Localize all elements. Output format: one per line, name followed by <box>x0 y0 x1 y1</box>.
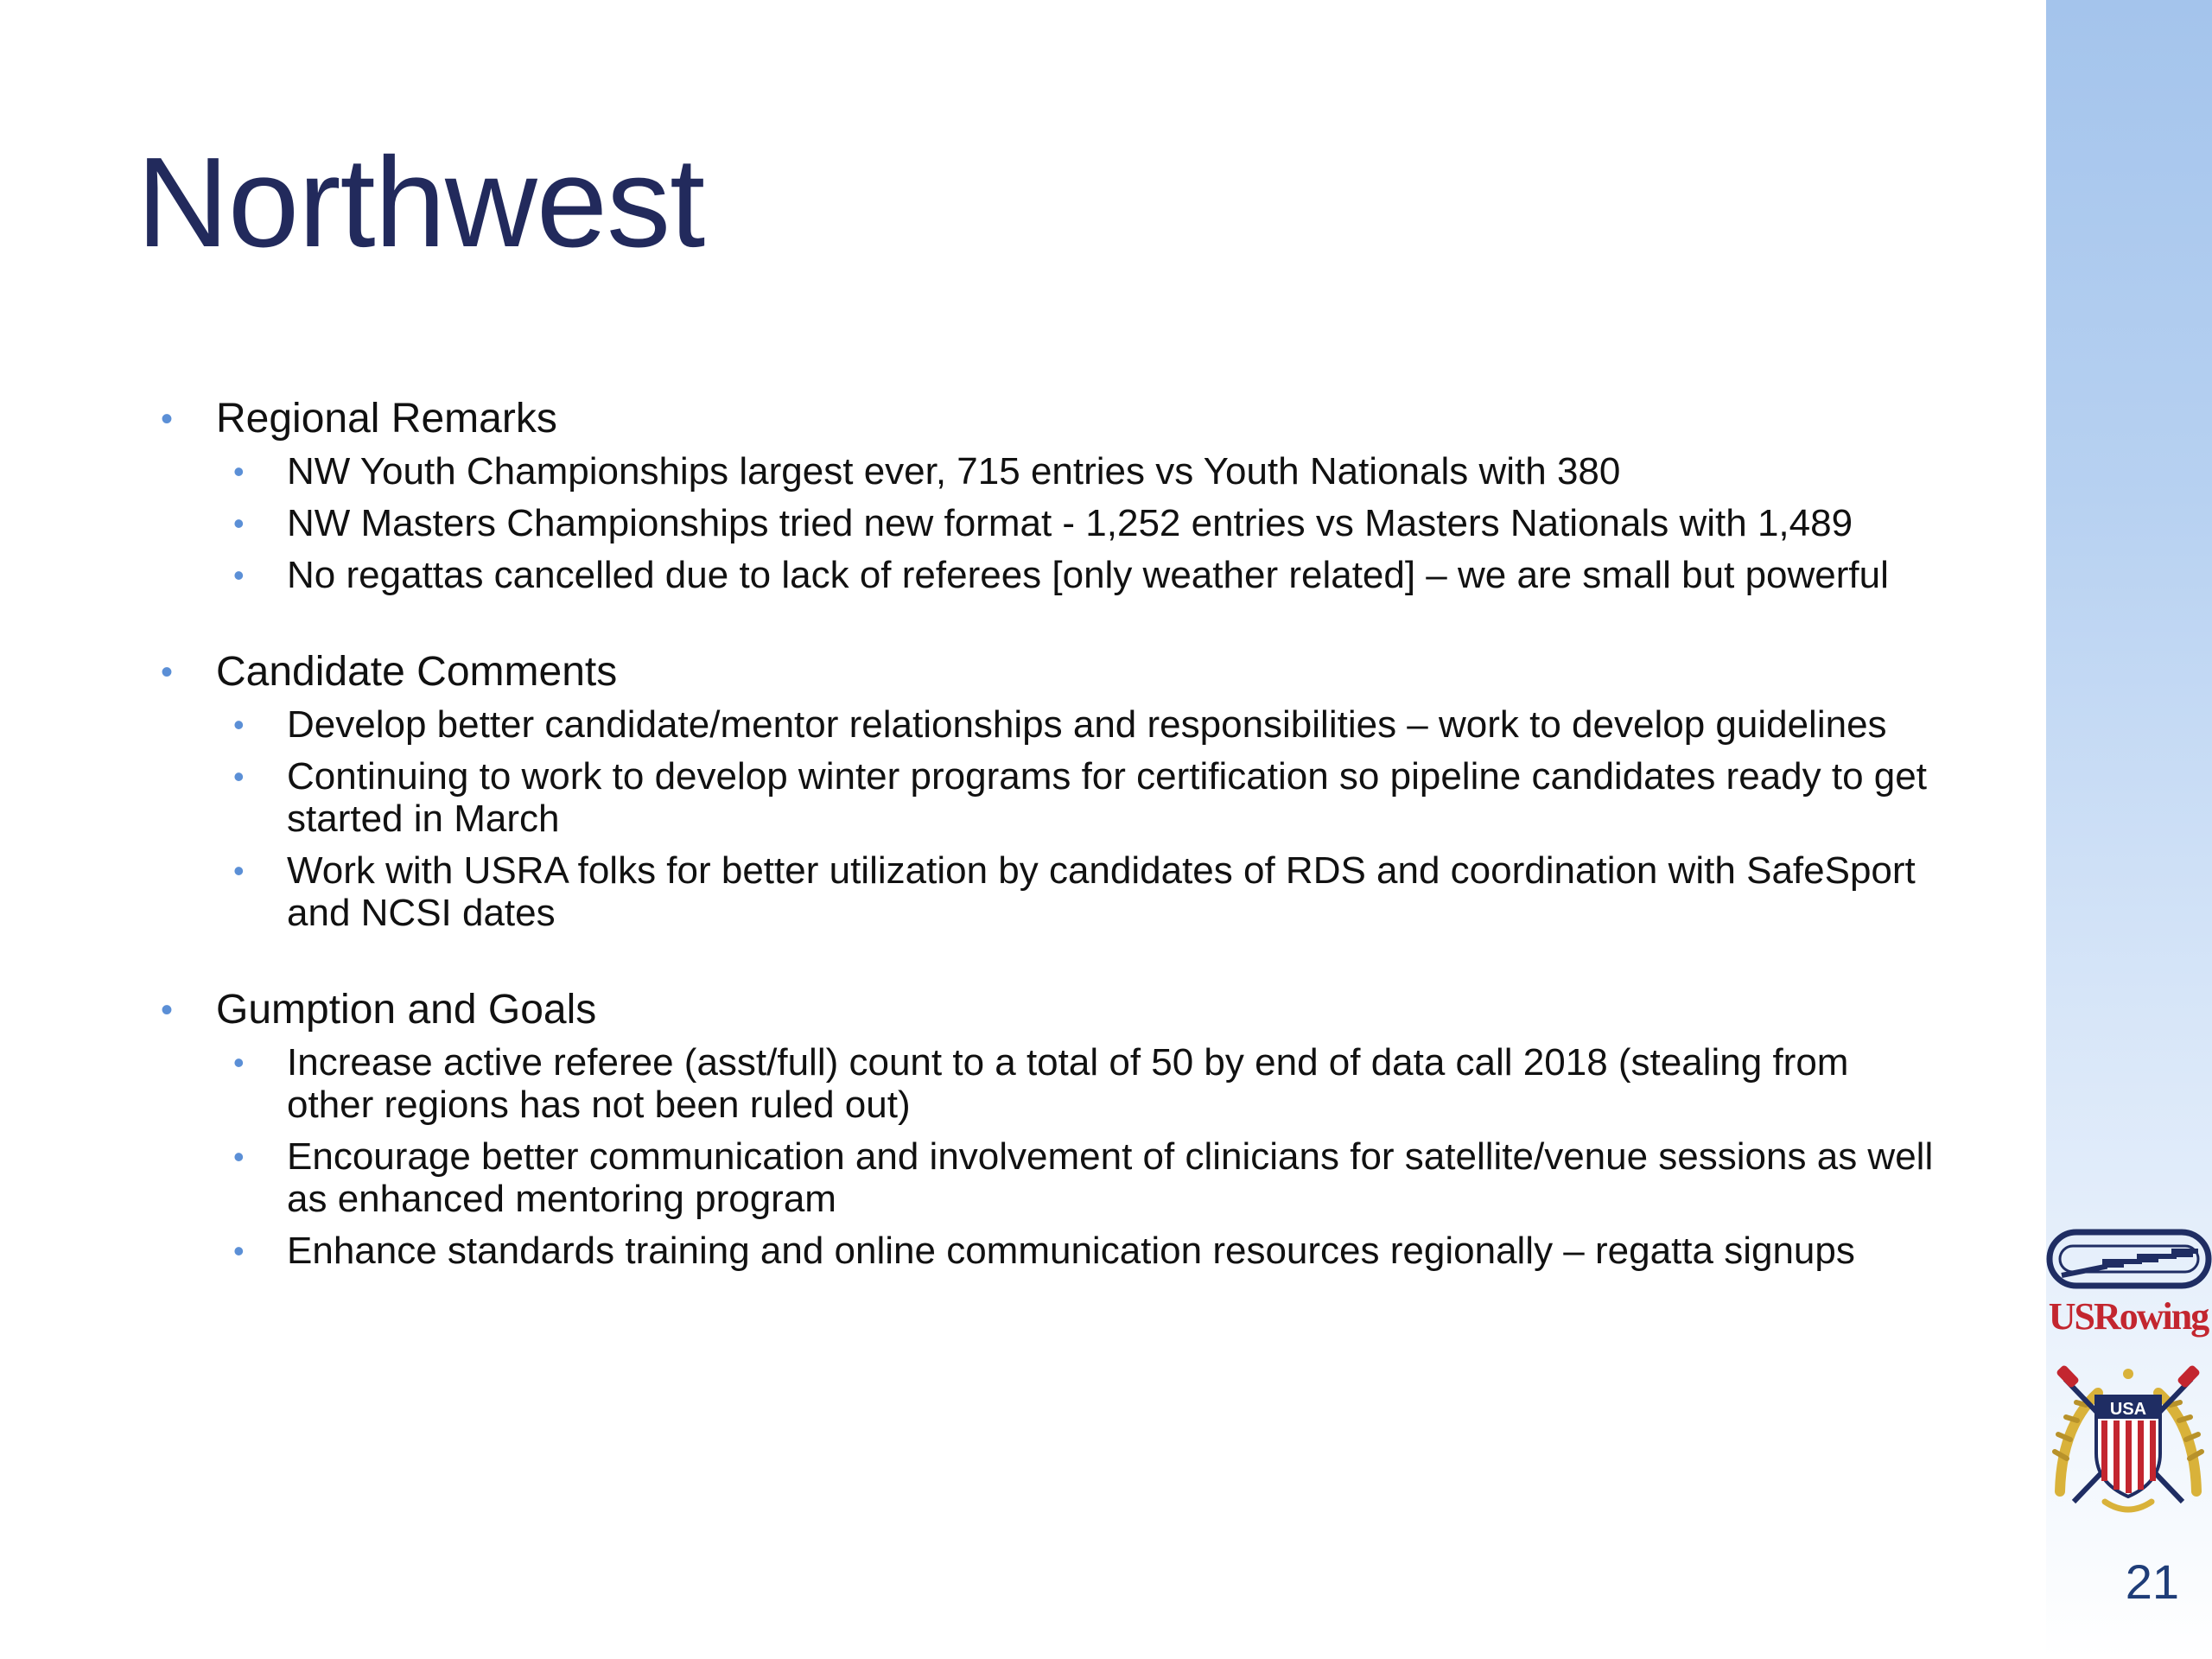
list-item <box>156 554 1944 596</box>
bullet-icon: • <box>161 991 174 1029</box>
list-item-text: Develop better candidate/mentor relationships and responsibilities – work to develop guidelines <box>287 703 1887 746</box>
section-heading-text: Regional Remarks <box>216 396 557 442</box>
list-item-text: NW Masters Championships tried new format - 1,252 entries vs Masters Nationals with 1,489 <box>287 502 1853 544</box>
list-item-text: Encourage better communication and involvement of clinicians for satellite/venue sessions as well as enhanced mentoring program <box>287 1135 1934 1220</box>
list-item <box>156 755 1944 840</box>
sub-bullet-list <box>156 1041 1944 1272</box>
sub-bullet-list <box>156 703 1944 934</box>
bullet-icon: • <box>233 853 245 888</box>
list-item-text: Enhance standards training and online communication resources regionally – regatta signups <box>287 1230 1855 1272</box>
section-gumption-goals <box>156 984 1944 1272</box>
list-item <box>156 849 1944 934</box>
usrowing-logo <box>2044 1227 2212 1525</box>
bullet-icon: • <box>233 759 245 794</box>
section-heading <box>156 646 1944 698</box>
section-heading <box>156 984 1944 1036</box>
bullet-icon: • <box>233 454 245 489</box>
usrowing-logo-graphic <box>2044 1227 2212 1521</box>
bullet-icon: • <box>233 505 245 541</box>
list-item <box>156 1041 1944 1126</box>
list-item-text: Continuing to work to develop winter programs for certification so pipeline candidates ready to get started in March <box>287 755 1927 840</box>
page-number: 21 <box>2125 1554 2179 1609</box>
section-regional-remarks <box>156 393 1944 596</box>
list-item <box>156 1135 1944 1220</box>
sub-bullet-list <box>156 450 1944 596</box>
usa-crest-icon <box>2055 1364 2202 1510</box>
list-item-text: NW Youth Championships largest ever, 715 entries vs Youth Nationals with 380 <box>287 450 1621 493</box>
slide-title: Northwest <box>137 131 705 274</box>
list-item <box>156 1230 1944 1272</box>
bullet-icon: • <box>233 1045 245 1080</box>
bullet-icon: • <box>161 653 174 691</box>
section-heading-text: Gumption and Goals <box>216 987 597 1033</box>
rowing-shell-icon <box>2050 1232 2209 1286</box>
list-item-text: Work with USRA folks for better utilization by candidates of RDS and coordination with SafeSport and NCSI dates <box>287 849 1916 934</box>
slide-content <box>156 393 1944 1322</box>
bullet-icon: • <box>161 400 174 438</box>
section-heading <box>156 393 1944 445</box>
crest-usa-label: USA <box>2109 1400 2147 1419</box>
section-heading-text: Candidate Comments <box>216 649 618 695</box>
bullet-icon: • <box>233 707 245 742</box>
list-item-text: Increase active referee (asst/full) count to a total of 50 by end of data call 2018 (stealing from other regions has not been ruled out) <box>287 1041 1849 1126</box>
usrowing-wordmark: USRowing <box>2048 1295 2209 1338</box>
list-item <box>156 450 1944 493</box>
list-item <box>156 703 1944 746</box>
section-candidate-comments <box>156 646 1944 934</box>
list-item-text: No regattas cancelled due to lack of referees [only weather related] – we are small but powerful <box>287 554 1889 596</box>
bullet-icon: • <box>233 1139 245 1174</box>
bullet-icon: • <box>233 557 245 593</box>
list-item <box>156 502 1944 544</box>
bullet-icon: • <box>233 1233 245 1268</box>
